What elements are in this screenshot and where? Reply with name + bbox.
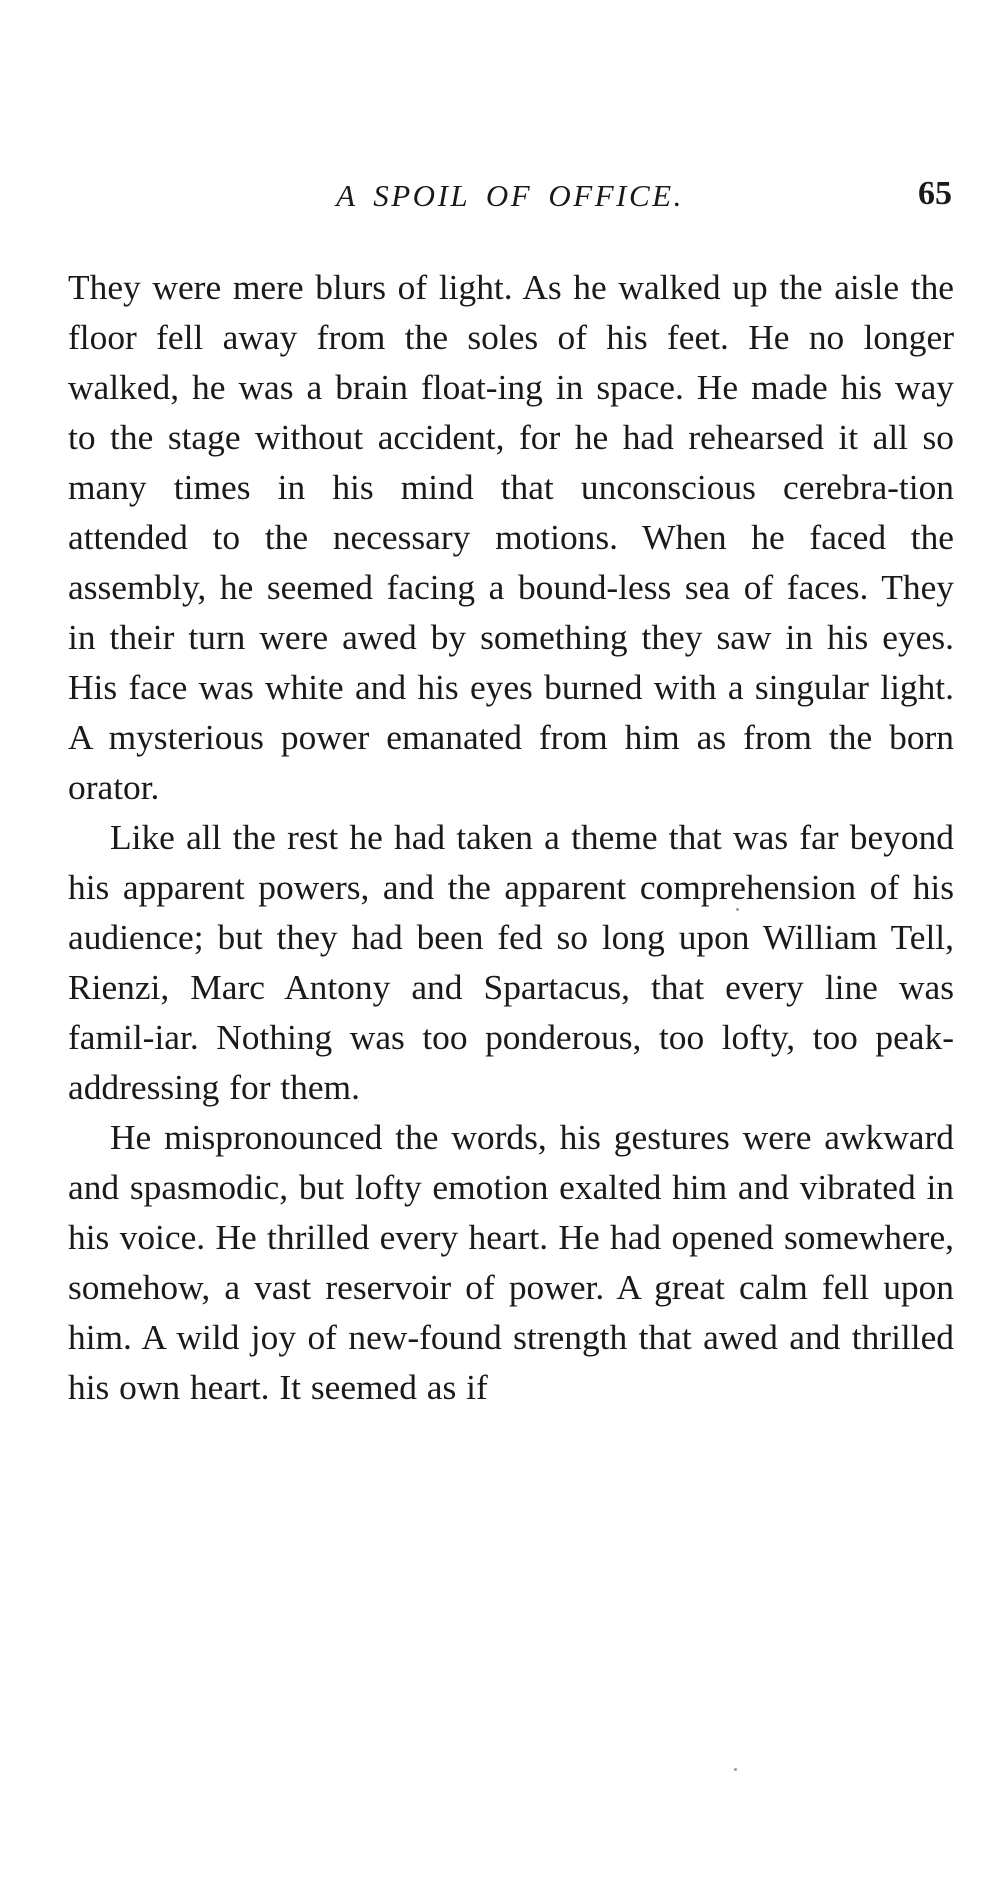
paragraph-1: They were mere blurs of light. As he walked up the aisle the floor fell away from the soles of his feet. He no longer walked, he was a brain float-ing in space. He made his way to the stage without accident, for he had rehearsed it all so many times in his mind that unconscious cerebra-tion attended to the necessary motions. When he faced the assembly, he seemed facing a bound-less sea of faces. They in their turn were awed by something they saw in his eyes. His face was white and his eyes burned with a singular light. A mysterious power emanated from him as from the born orator. [68, 267, 954, 807]
ink-speck [736, 908, 739, 911]
ink-speck [734, 1768, 737, 1771]
body-text [68, 262, 954, 1412]
page-number: 65 [918, 175, 952, 212]
paragraph-2: Like all the rest he had taken a theme that was far beyond his apparent powers, and the apparent comprehension of his audience; but they had been fed so long upon William Tell, Rienzi, Marc Antony and Spartacus, that every line was famil-iar. Nothing was too ponderous, too lofty, too peak-addressing for them. [68, 817, 954, 1107]
paragraph-3: He mispronounced the words, his gestures were awkward and spasmodic, but lofty emotion exalted him and vibrated in his voice. He thrilled every heart. He had opened somewhere, somehow, a vast reservoir of power. A great calm fell upon him. A wild joy of new-found strength that awed and thrilled his own heart. It seemed as if [68, 1117, 954, 1407]
running-title: A SPOIL OF OFFICE. [336, 178, 684, 213]
running-head [68, 175, 952, 222]
